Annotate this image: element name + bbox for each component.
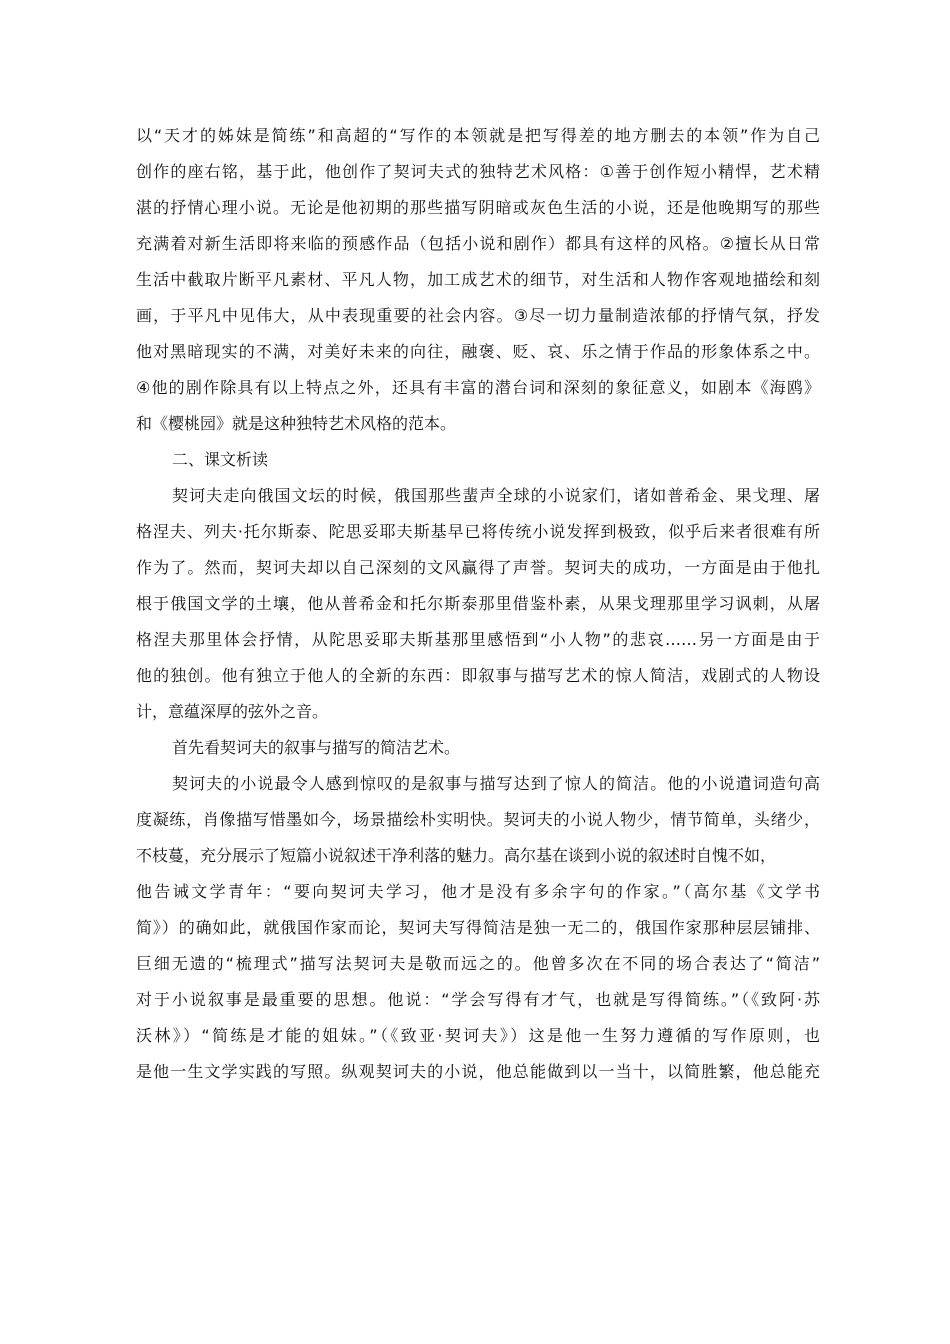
paragraph-line: 首先看契诃夫的叙事与描写的简洁艺术。 [172, 738, 461, 757]
document-body [136, 118, 820, 1090]
paragraph-line: 格涅夫、列夫·托尔斯泰、陀思妥耶夫斯基早已将传统小说发挥到极致，似乎后来者很难有所 [136, 522, 820, 541]
paragraph-line: 简》）的确如此，就俄国作家而论，契诃夫写得简洁是独一无二的，俄国作家那种层层铺排、 [136, 918, 820, 937]
paragraph-line: 不枝蔓，充分展示了短篇小说叙述干净利落的魅力。高尔基在谈到小说的叙述时自愧不如， [136, 846, 777, 865]
paragraph-line: 度凝练，肖像描写惜墨如今，场景描绘朴实明快。契诃夫的小说人物少，情节简单，头绪少， [136, 810, 820, 829]
paragraph-line: 他告诫文学青年：“要向契诃夫学习，他才是没有多余字句的作家。”（高尔基《文学书 [136, 882, 820, 901]
paragraph-line: 他对黑暗现实的不满，对美好未来的向往，融褒、贬、哀、乐之情于作品的形象体系之中。 [136, 342, 820, 361]
paragraph-line: 湛的抒情心理小说。无论是他初期的那些描写阴暗或灰色生活的小说，还是他晚期写的那些 [136, 198, 820, 217]
paragraph-line: 作为了。然而，契诃夫却以自己深刻的文风赢得了声誉。契诃夫的成功，一方面是由于他扎 [136, 558, 820, 577]
paragraph-line: 生活中截取片断平凡素材、平凡人物，加工成艺术的细节，对生活和人物作客观地描绘和刻 [136, 270, 820, 289]
paragraph-line: 格涅夫那里体会抒情，从陀思妥耶夫斯基那里感悟到“小人物”的悲哀……另一方面是由于 [136, 630, 820, 649]
paragraph-line: 充满着对新生活即将来临的预感作品（包括小说和剧作）都具有这样的风格。②擅长从日常 [136, 234, 820, 253]
paragraph-line: 画，于平凡中见伟大，从中表现重要的社会内容。③尽一切力量制造浓郁的抒情气氛，抒发 [136, 306, 820, 325]
section-heading: 二、课文析读 [172, 450, 269, 469]
paragraph-line: 是他一生文学实践的写照。纵观契诃夫的小说，他总能做到以一当十，以简胜繁，他总能充 [136, 1062, 820, 1081]
paragraph-line: 计，意蕴深厚的弦外之音。 [136, 702, 329, 721]
paragraph-line: 根于俄国文学的土壤，他从普希金和托尔斯泰那里借鉴朴素，从果戈理那里学习讽刺，从屠 [136, 594, 820, 613]
paragraph-line: 契诃夫走向俄国文坛的时候，俄国那些蜚声全球的小说家们，诸如普希金、果戈理、屠 [172, 486, 820, 505]
paragraph-line: 和《樱桃园》就是这种独特艺术风格的范本。 [136, 414, 457, 433]
paragraph-line: 对于小说叙事是最重要的思想。他说：“学会写得有才气，也就是写得简练。”（《致阿·苏 [136, 990, 820, 1009]
paragraph-line: 他的独创。他有独立于他人的全新的东西：即叙事与描写艺术的惊人简洁，戏剧式的人物设 [136, 666, 820, 685]
paragraph-line: 创作的座右铭，基于此，他创作了契诃夫式的独特艺术风格：①善于创作短小精悍，艺术精 [136, 162, 820, 181]
paragraph-line: 沃林》）“简练是才能的姐妹。”（《致亚·契诃夫》）这是他一生努力遵循的写作原则，也 [136, 1026, 820, 1045]
paragraph-line: 巨细无遗的“梳理式”描写法契诃夫是敬而远之的。他曾多次在不同的场合表达了“简洁” [136, 954, 820, 973]
paragraph-line: ④他的剧作除具有以上特点之外，还具有丰富的潜台词和深刻的象征意义，如剧本《海鸥》 [136, 378, 820, 397]
paragraph-line: 契诃夫的小说最令人感到惊叹的是叙事与描写达到了惊人的简洁。他的小说遣词造句高 [172, 774, 820, 793]
paragraph-line: 以“天才的姊妹是简练”和高超的“写作的本领就是把写得差的地方删去的本领”作为自己 [136, 126, 820, 145]
